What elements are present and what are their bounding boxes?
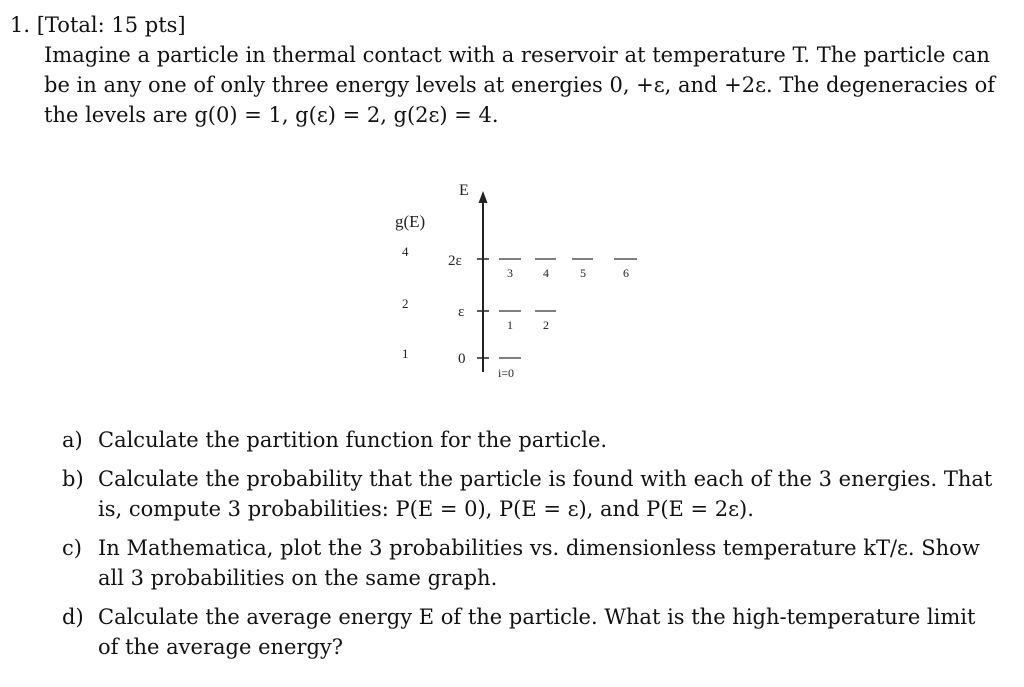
state-label: 6 [623, 266, 629, 280]
intro-line: the levels are g(0) = 1, g(ε) = 2, g(2ε) = 4. [44, 103, 499, 127]
part-c [62, 533, 987, 593]
problem-number: 1. [10, 13, 31, 37]
part-b [62, 464, 993, 524]
energy-label-2eps: 2ε [448, 253, 462, 269]
state-label: 2 [543, 318, 549, 332]
problem-total-points: [Total: 15 pts] [36, 13, 186, 37]
problem-header [10, 10, 995, 40]
degeneracy-header: g(E) [395, 212, 426, 231]
part-label: d) [62, 605, 84, 629]
part-d [62, 602, 987, 662]
state-label: 5 [580, 266, 586, 280]
part-text: In Mathematica, plot the 3 probabilities vs. dimensionless temperature kT/ε. Show [98, 536, 980, 560]
part-text: all 3 probabilities on the same graph. [98, 566, 498, 590]
degeneracy-0: 1 [402, 346, 409, 361]
part-text: Calculate the probability that the particle is found with each of the 3 energies. That [98, 467, 993, 491]
problem-intro [44, 40, 995, 130]
part-text: Calculate the average energy E of the particle. What is the high-temperature limit [98, 605, 976, 629]
energy-axis-label: E [459, 182, 469, 199]
energy-label-0: 0 [458, 351, 466, 367]
part-text: of the average energy? [98, 635, 344, 659]
part-a [62, 425, 987, 455]
part-label: c) [62, 536, 82, 560]
state-label: 4 [543, 266, 549, 280]
problem-parts [62, 425, 993, 671]
intro-line: be in any one of only three energy levels at energies 0, +ε, and +2ε. The degeneracies of [44, 73, 996, 97]
degeneracy-2eps: 4 [402, 244, 409, 259]
problem-1 [10, 10, 995, 130]
intro-line: Imagine a particle in thermal contact with a reservoir at temperature T. The particle can [44, 43, 990, 67]
part-text: is, compute 3 probabilities: P(E = 0), P(E = ε), and P(E = 2ε). [98, 497, 754, 521]
state-label: 1 [507, 318, 513, 332]
energy-level-diagram [380, 172, 660, 387]
part-label: a) [62, 428, 83, 452]
state-label: 3 [507, 266, 513, 280]
part-label: b) [62, 467, 84, 491]
energy-axis-arrowhead [479, 191, 488, 203]
state-label: i=0 [497, 366, 515, 380]
degeneracy-eps: 2 [402, 296, 409, 311]
part-text: Calculate the partition function for the particle. [98, 428, 608, 452]
energy-label-eps: ε [458, 304, 465, 320]
